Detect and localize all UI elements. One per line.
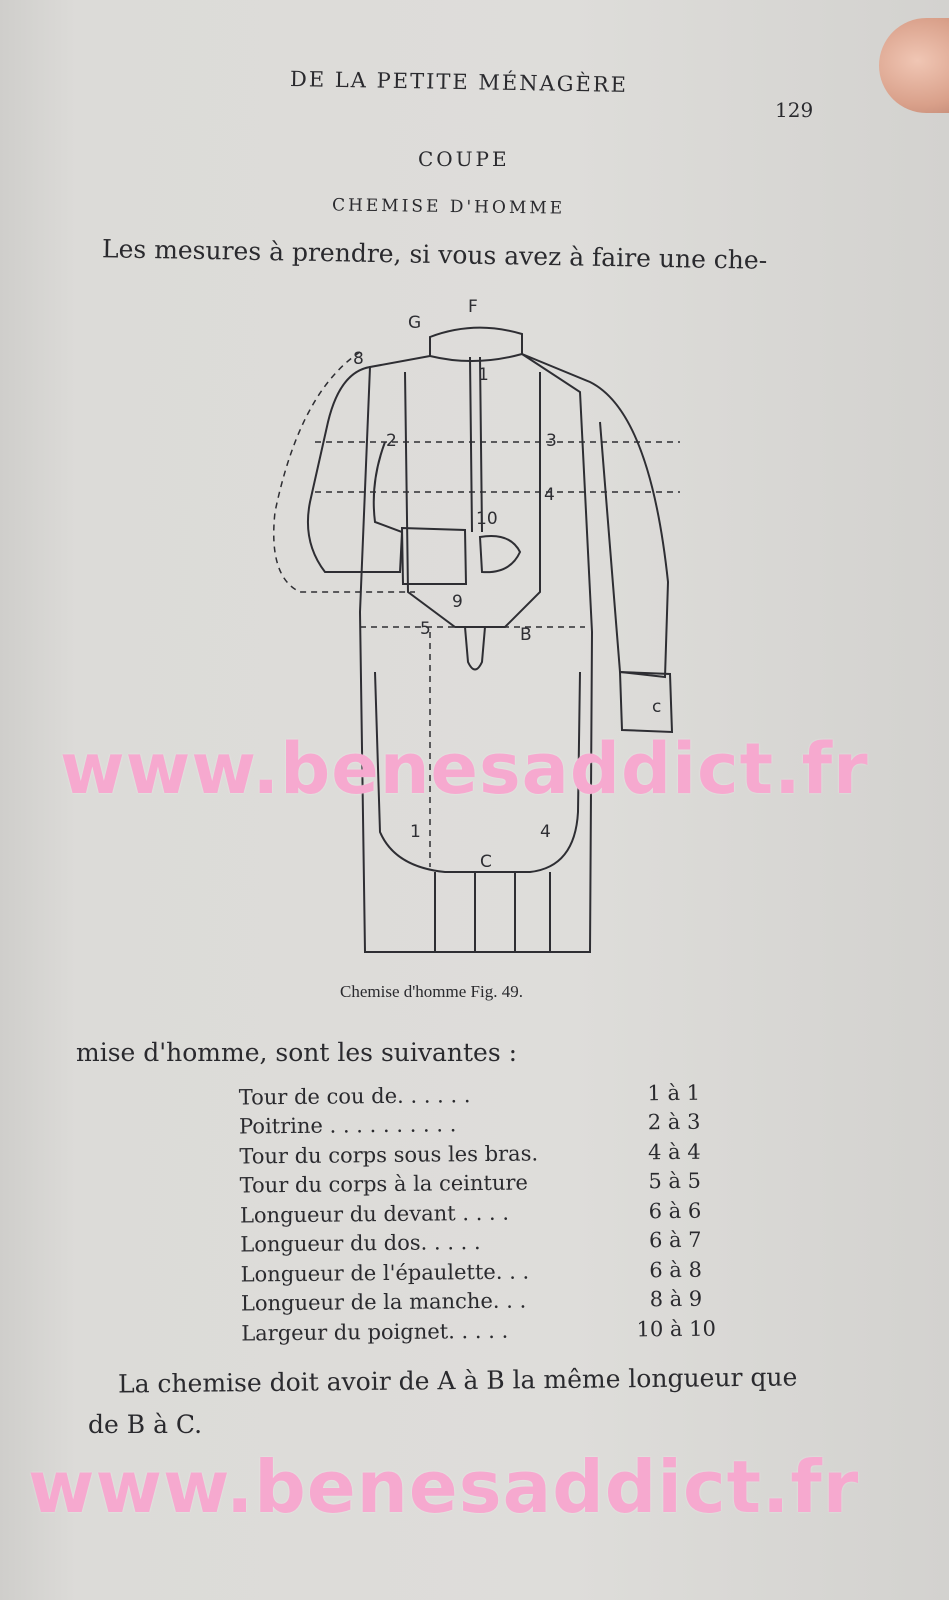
svg-text:c: c bbox=[652, 697, 662, 717]
measure-value: 6 à 8 bbox=[649, 1257, 703, 1283]
measure-value: 10 à 10 bbox=[636, 1316, 717, 1342]
measure-label: Longueur du devant . . . . bbox=[239, 1200, 510, 1228]
svg-text:F: F bbox=[468, 297, 478, 317]
svg-text:3: 3 bbox=[546, 431, 557, 451]
thumb-finger bbox=[879, 18, 949, 113]
svg-text:10: 10 bbox=[476, 509, 498, 529]
measure-value: 4 à 4 bbox=[647, 1139, 701, 1165]
measure-value: 6 à 7 bbox=[648, 1227, 702, 1253]
measure-value: 1 à 1 bbox=[647, 1080, 701, 1106]
measure-label: Longueur de l'épaulette. . . bbox=[240, 1259, 530, 1287]
measure-value: 2 à 3 bbox=[647, 1109, 701, 1135]
table-row bbox=[241, 1313, 726, 1348]
measure-label: Tour de cou de. . . . . . bbox=[238, 1082, 471, 1110]
svg-text:8: 8 bbox=[353, 349, 364, 369]
svg-text:9: 9 bbox=[452, 592, 463, 612]
measure-label: Longueur du dos. . . . . bbox=[240, 1230, 481, 1257]
svg-text:5: 5 bbox=[420, 619, 431, 639]
section-subtitle: CHEMISE D'HOMME bbox=[331, 195, 566, 219]
watermark-top: www.benesaddict.fr bbox=[60, 728, 869, 810]
svg-text:1: 1 bbox=[478, 365, 489, 385]
measure-value: 5 à 5 bbox=[648, 1168, 702, 1194]
measure-value: 8 à 9 bbox=[649, 1286, 703, 1312]
svg-text:G: G bbox=[408, 313, 422, 333]
measure-value: 6 à 6 bbox=[648, 1198, 702, 1224]
closing-line-1: La chemise doit avoir de A à B la même longueur que bbox=[117, 1362, 798, 1399]
svg-text:4: 4 bbox=[544, 485, 555, 505]
watermark-bottom: www.benesaddict.fr bbox=[28, 1445, 860, 1529]
measure-label: Largeur du poignet. . . . . bbox=[241, 1318, 509, 1346]
intro-line-1: Les mesures à prendre, si vous avez à faire une che- bbox=[101, 234, 768, 275]
measure-label: Longueur de la manche. . . bbox=[240, 1288, 527, 1316]
svg-text:B: B bbox=[520, 625, 532, 645]
section-title: COUPE bbox=[418, 147, 510, 171]
page-number: 129 bbox=[775, 98, 814, 122]
measurements-table bbox=[239, 1077, 727, 1348]
shirt-illustration bbox=[240, 292, 690, 962]
svg-text:2: 2 bbox=[386, 431, 397, 451]
svg-text:C: C bbox=[480, 852, 492, 872]
measure-label: Tour du corps à la ceinture bbox=[239, 1170, 529, 1198]
running-head: DE LA PETITE MÉNAGÈRE bbox=[289, 67, 629, 97]
shirt-figure bbox=[240, 292, 690, 962]
intro-line-2: mise d'homme, sont les suivantes : bbox=[76, 1038, 518, 1067]
svg-text:4: 4 bbox=[540, 822, 551, 842]
figure-caption: Chemise d'homme Fig. 49. bbox=[340, 982, 523, 1001]
closing-line-2: de B à C. bbox=[88, 1410, 203, 1439]
svg-text:1: 1 bbox=[410, 822, 421, 842]
measure-label: Poitrine . . . . . . . . . . bbox=[238, 1112, 457, 1139]
measure-label: Tour du corps sous les bras. bbox=[239, 1141, 539, 1169]
